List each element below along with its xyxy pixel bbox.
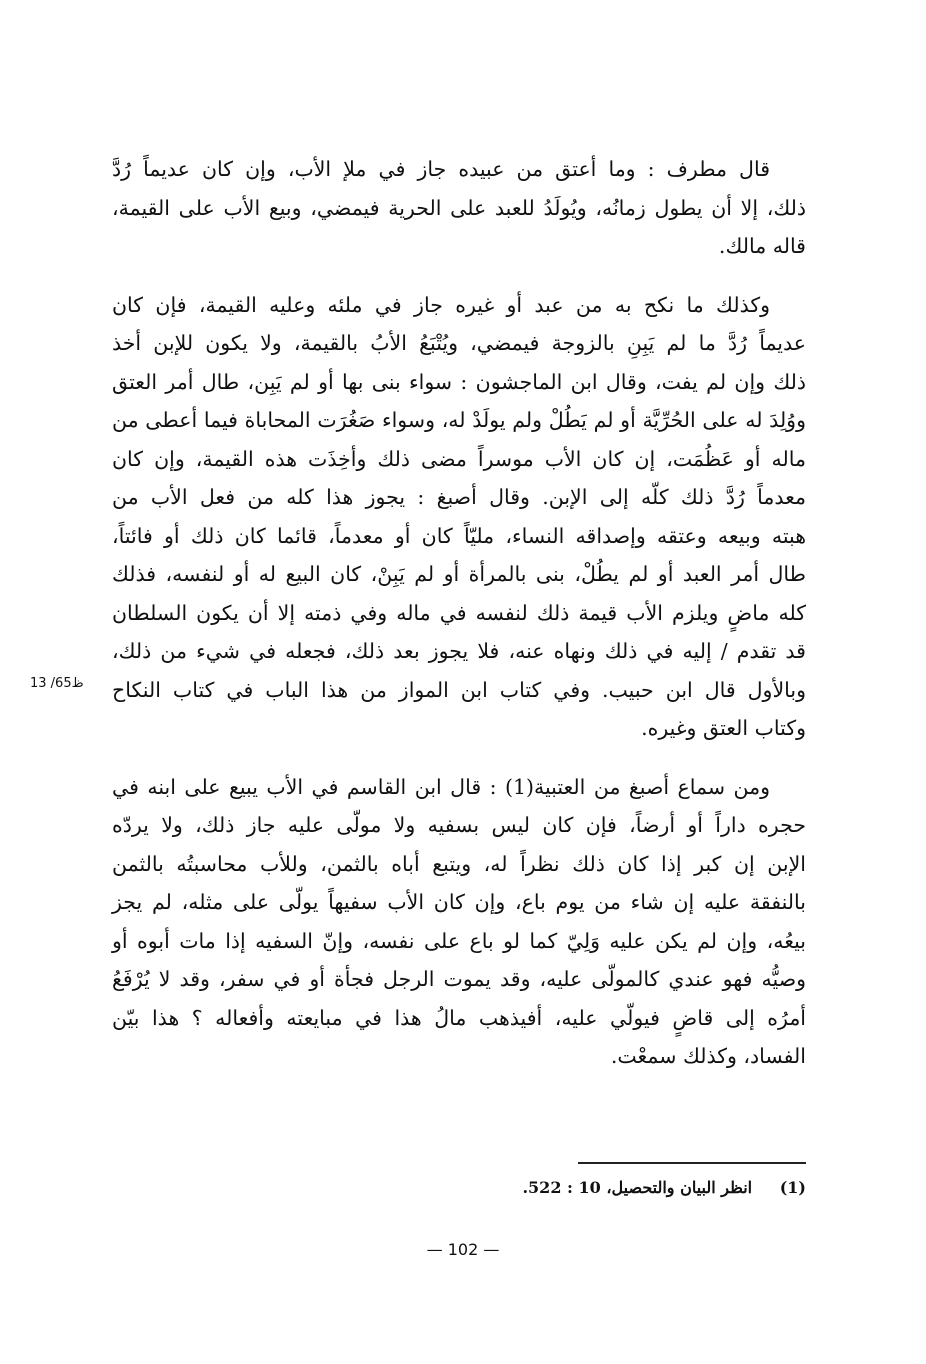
paragraph-1 xyxy=(112,150,806,266)
text-line: طال أمر العبد أو لم يطُلْ، بنى بالمرأة أو لم يَبِنْ، كان البيع له أو لنفسه، فذلك xyxy=(112,562,806,586)
text-line: كله ماضٍ ويلزم الأب قيمة ذلك لنفسه في ماله وفي ذمته إلا أن يكون السلطان xyxy=(112,600,806,625)
text-line: وكذلك ما نكح به من عبد أو غيره جاز في ملئه وعليه القيمة، فإن كان xyxy=(112,292,770,317)
page-number: — 102 — xyxy=(426,1240,500,1259)
text-line: معدماً رُدَّ ذلك كلّه إلى الإبن. وقال أصبغ : يجوز هذا كله من فعل الأب من xyxy=(112,485,807,509)
footnote-text: انظر البيان والتحصيل، 10 : 522. xyxy=(522,1178,753,1197)
text-line: ذلك وإن لم يفت، وقال ابن الماجشون : سواء بنى بها أو لم يَبِن، طال أمر العتق xyxy=(112,369,806,394)
text-line: وصيُّه فهو عندي كالمولّى عليه، وقد يموت الرجل فجأة أو في سفر، وقد لا يُرْفَعُ xyxy=(112,967,806,991)
text-line: ووُلِدَ له على الحُرِّيَّة أو لم يَطُلْ ولم يولَدْ له، وسواء صَغُرَت المحاباة فيما أعطى من xyxy=(112,408,806,432)
text-line: عديماً رُدَّ ما لم يَبِنِ بالزوجة فيمضي، ويُتْبَعُ الأبُ بالقيمة، ولا يكون للإبن أخذ xyxy=(112,331,806,355)
text-line: هبته وبيعه وعتقه وإصداقه النساء، مليّاً كان أو معدماً، قائما كان ذلك أو فائتاً، xyxy=(112,523,806,548)
text-line: أمرُه إلى قاضٍ فيولّي عليه، أفيذهب مالُ هذا في مبايعته وأفعاله ؟ هذا بيّن xyxy=(112,1005,806,1030)
text-line: ومن سماع أصبغ من العتبية(1) : قال ابن القاسم في الأب يبيع على ابنه في xyxy=(112,774,770,799)
text-line: قال مطرف : وما أعتق من عبيده جاز في ملإ الأب، وإن كان عديماً رُدَّ xyxy=(112,157,770,181)
text-line: حجره داراً أو أرضاً، فإن كان ليس بسفيه ولا مولّى عليه جاز ذلك، ولا يردّه xyxy=(112,813,806,837)
page-body xyxy=(112,150,806,1096)
text-line: وكتاب العتق وغيره. xyxy=(641,716,806,740)
text-line: بيعُه، وإن لم يكن عليه وَلِيّ كما لو باع على نفسه، وإنّ السفيه إذا مات أبوه أو xyxy=(112,928,806,953)
text-line: ذلك، إلا أن يطول زمانُه، ويُولَدُ للعبد على الحرية فيمضي، وبيع الأب على القيمة، xyxy=(112,195,806,220)
paragraph-3 xyxy=(112,768,806,1076)
text-line: قد تقدم / إليه في ذلك ونهاه عنه، فلا يجوز بعد ذلك، فجعله في شيء من ذلك، xyxy=(112,639,806,663)
text-line: وبالأول قال ابن حبيب. وفي كتاب ابن المواز من هذا الباب في كتاب النكاح xyxy=(112,677,806,702)
text-line: الفساد، وكذلك سمعْت. xyxy=(610,1044,806,1068)
footnote-divider xyxy=(578,1162,806,1164)
footnote-number: (1) xyxy=(779,1178,806,1197)
manuscript-folio-note: 13 /65ظ xyxy=(30,676,84,691)
text-line: ماله أو عَظُمَت، إن كان الأب موسراً مضى ذلك وأخِذَت هذه القيمة، وإن كان xyxy=(112,446,806,471)
text-line: بالنفقة عليه إن شاء من يوم باع، وإن كان الأب سفيهاً يولّى على مثله، لم يجز xyxy=(112,890,806,914)
text-line: قاله مالك. xyxy=(718,234,806,258)
footnote xyxy=(522,1178,806,1197)
paragraph-2 xyxy=(112,286,806,748)
text-line: الإبن إن كبر إذا كان ذلك نظراً له، ويتبع أباه بالثمن، وللأب محاسبتُه بالثمن xyxy=(112,851,806,876)
